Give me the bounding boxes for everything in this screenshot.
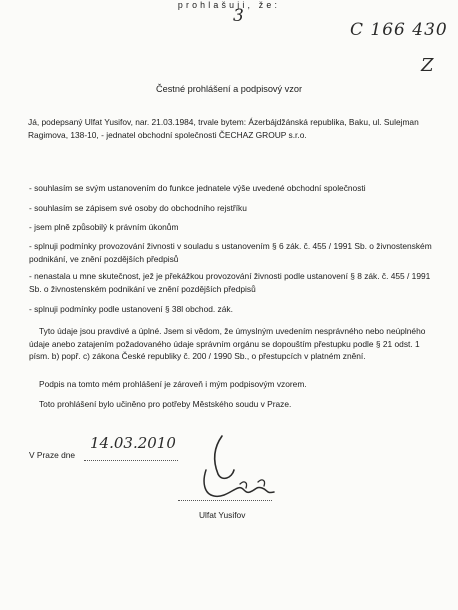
handwritten-mark: Z bbox=[421, 55, 434, 76]
declaration-heading: prohlašuji, že: bbox=[177, 0, 281, 10]
handwritten-date: 14.03.2010 bbox=[90, 434, 176, 452]
handwritten-signature bbox=[192, 430, 282, 502]
declaration-item: - nenastala u mne skutečnost, jež je překážkou provozování živnosti podle ustanovení § 8 zák. č. 455 / 1991 Sb. o živnostenském podnikání ve znění pozdějších předpisů bbox=[29, 271, 431, 294]
truthfulness-paragraph: Tyto údaje jsou pravdivé a úplné. Jsem si vědom, že úmyslným uvedením nesprávného nebo neúplného údaje anebo zatajením požadovaného údaje správním orgánu se dopouštím přestupku podle § 21 odst. 1 písm. b) popř. c) zákona České republiky č. 200 / 1990 Sb., o přestupcích v platném znění. bbox=[29, 326, 426, 362]
signer-name: Ulfat Yusifov bbox=[199, 510, 246, 520]
signature-line bbox=[178, 500, 272, 501]
document-title: Čestné prohlášení a podpisový vzor bbox=[155, 84, 303, 94]
declaration-item: - splnuji podmínky podle ustanovení § 38l obchod. zák. bbox=[29, 304, 233, 314]
declaration-item: - splnuji podmínky provozování živnosti v souladu s ustanovením § 6 zák. č. 455 / 1991 Sb. o živnostenském podnikání, ve znění pozdějších předpisů bbox=[29, 241, 432, 264]
handwritten-page-number: 3 bbox=[233, 6, 244, 26]
handwritten-reference: C 166 430 bbox=[350, 20, 448, 40]
place-label: V Praze dne bbox=[29, 450, 76, 460]
date-line bbox=[84, 460, 178, 461]
signature-note: Podpis na tomto mém prohlášení je zároveň i mým podpisovým vzorem. bbox=[39, 379, 307, 389]
declaration-item: - souhlasím se svým ustanovením do funkce jednatele výše uvedené obchodní společnosti bbox=[29, 183, 366, 193]
declaration-item: - jsem plně způsobilý k právním úkonům bbox=[29, 222, 179, 232]
intro-paragraph: Já, podepsaný Ulfat Yusifov, nar. 21.03.1984, trvale bytem: Ázerbájdžánská republika, Baku, ul. Sulejman Ragimova, 138-10, - jednatel obchodní společnosti ČECHAZ GROUP s.r.o. bbox=[28, 117, 419, 140]
court-note: Toto prohlášení bylo učiněno pro potřeby Městského soudu v Praze. bbox=[39, 399, 292, 409]
declaration-item: - souhlasím se zápisem své osoby do obchodního rejstříku bbox=[29, 203, 247, 213]
